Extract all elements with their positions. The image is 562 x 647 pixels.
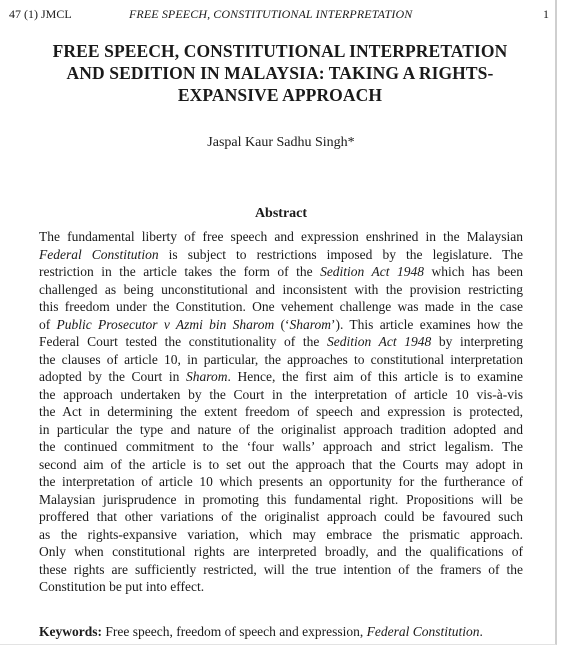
title-line: FREE SPEECH, CONSTITUTIONAL INTERPRETATION: [52, 41, 508, 61]
abstract-line: The fundamental liberty of free speech and expression enshrined in the Malaysian: [39, 229, 523, 244]
italic-term: Sedition Act 1948: [320, 264, 425, 279]
article-title: [20, 40, 540, 106]
italic-term: Sedition Act 1948: [327, 334, 432, 349]
abstract-heading: Abstract: [254, 206, 308, 221]
italic-term: Public Prosecutor v Azmi bin Sharom: [56, 316, 275, 332]
abstract-line: proffered that other variations of the originalist approach could be favoured such: [39, 509, 523, 524]
abstract-line: these rights are sufficiently restricted, will the true intention of the framers of the: [39, 561, 523, 577]
keywords-text: Free speech, freedom of speech and expression,: [102, 624, 367, 639]
abstract-line: the clauses of article 10, in particular, the approaches to constitutional interpretation: [39, 351, 523, 367]
title-line: AND SEDITION IN MALAYSIA: TAKING A RIGHTS-: [66, 63, 494, 83]
keywords: [39, 623, 523, 640]
abstract-line: Malaysian jurisprudence in promoting this fundamental right. Propositions will be: [39, 491, 523, 507]
author-name: Jaspal Kaur Sadhu Singh*: [207, 135, 355, 150]
abstract-body: [39, 228, 523, 596]
running-header: [9, 7, 549, 23]
keywords-label: Keywords:: [39, 624, 102, 639]
abstract-line: as the rights-expansive variation, which may embrace the prismatic approach.: [39, 526, 523, 542]
page-number: 1: [543, 7, 549, 21]
abstract-line: restriction in the article takes the form of the Sedition Act 1948 which has been: [39, 264, 523, 279]
abstract-line: adopted by the Court in Sharom. Hence, the first aim of this article is to examine: [39, 369, 523, 384]
journal-reference: 47 (1) JMCL: [9, 7, 72, 21]
keywords-italic: Federal Constitution: [366, 624, 480, 639]
keywords-end: .: [479, 624, 483, 639]
italic-term: Sharom: [186, 369, 228, 384]
abstract-line: in particular the type and nature of the originalist approach tradition adopted and: [39, 421, 523, 437]
abstract-line: second aim of the article is to set out the approach that the Courts may adopt in: [39, 456, 523, 472]
italic-term: Sharom: [289, 316, 331, 332]
abstract-line: Constitution be put into effect.: [39, 579, 205, 594]
abstract-line: the approach undertaken by the Court in the interpretation of article 10 vis-à-vis: [39, 386, 523, 402]
abstract-line: the continued commitment to the ‘four walls’ approach and strict legalism. The: [39, 439, 523, 454]
abstract-line: this freedom under the Constitution. One vehement challenge was made in the case: [39, 299, 523, 314]
abstract-line: the interpretation of article 10 which presents an opportunity for the furtherance of: [39, 474, 523, 489]
abstract-line: Federal Constitution is subject to restrictions imposed by the legislature. The: [39, 246, 523, 262]
abstract-line: challenged as being unconstitutional and inconsistent with the provision restricting: [39, 281, 523, 297]
abstract-line: Only when constitutional rights are interpreted broadly, and the qualifications of: [39, 544, 523, 559]
italic-term: Federal Constitution: [39, 246, 159, 262]
abstract-line: of Public Prosecutor v Azmi bin Sharom (‘Sharom’). This article examines how the: [39, 316, 523, 332]
running-title: FREE SPEECH, CONSTITUTIONAL INTERPRETATION: [129, 7, 413, 21]
title-line: EXPANSIVE APPROACH: [177, 85, 383, 105]
abstract-line: Federal Court tested the constitutionality of the Sedition Act 1948 by interpreting: [39, 334, 523, 349]
abstract-line: the Act in determining the extent freedom of speech and expression is protected,: [39, 404, 523, 419]
